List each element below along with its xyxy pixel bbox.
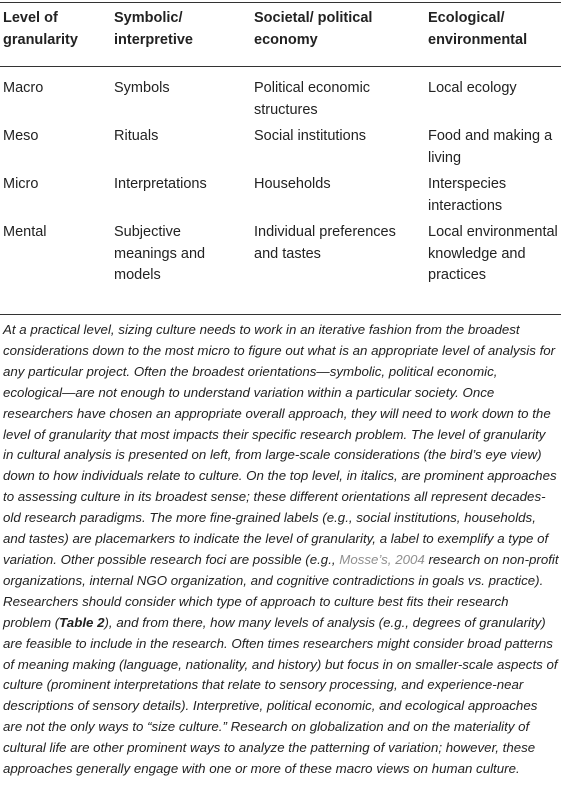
cell-meso-level: Meso <box>3 128 39 144</box>
mosse-2004-citation-link[interactable]: Mosse’s, 2004 <box>339 551 425 567</box>
cell-macro-symbolic: Symbols <box>114 80 170 96</box>
cell-micro-symbolic: Interpretations <box>114 176 207 192</box>
header-level-of-granularity: Level of granularity <box>3 10 78 48</box>
table-caption <box>3 320 559 780</box>
caption-text-part-1: At a practical level, sizing culture needs to work in an iterative fashion from the broadest considerations down to the most micro to figure out what is an appropriate level of analysis for any particular project. Often the broadest orientations—symbolic, political economic, ecological—are not enough to understand variation within a particular society. Once researchers have chosen an appropriate overall approach, they will need to work down to the level of granularity that most impacts their specific research problem. The level of granularity in cultural analysis is presented on left, from large-scale considerations (the bird’s eye view) down to how individuals relate to culture. On the top level, in italics, are prominent approaches to assessing culture in its broadest sense; these different orientations all represent decades-old research paradigms. The more fine-grained labels (e.g., social institutions, households, and tastes) are placemarkers to indicate the level of granularity, a label to exemplify a type of variation. Other possible research foci are possible (e.g., <box>3 322 557 567</box>
cell-meso-symbolic: Rituals <box>114 128 159 144</box>
cell-macro-level: Macro <box>3 80 44 96</box>
cell-mental-level: Mental <box>3 224 47 240</box>
table-2-reference-link[interactable]: Table 2 <box>59 614 105 630</box>
cell-meso-ecological: Food and making a living <box>428 128 553 166</box>
header-societal-political-economy: Societal/ political economy <box>254 10 373 48</box>
cell-mental-societal: Individual preferences and tastes <box>254 224 396 262</box>
cell-micro-level: Micro <box>3 176 39 192</box>
caption-text-part-3: ), and from there, how many levels of analysis (e.g., degrees of granularity) are feasible to include in the research. Often times researchers might consider broad patterns of meaning making (language, nationality, and history) but focus in on smaller-scale aspects of culture (prominent interpretations that relate to sensory processing, and experience-near descriptions of sensory details). Interpretive, political economic, and ecological approaches are not the only ways to “size culture.” Research on globalization and on the materiality of cultural life are other prominent ways to analyze the patterning of variation; however, these approaches generally engage with one or more of these macro views on human culture. <box>3 614 558 777</box>
cell-micro-ecological: Interspecies interactions <box>428 176 507 214</box>
cell-micro-societal: Households <box>254 176 331 192</box>
header-symbolic-interpretive: Symbolic/ interpretive <box>114 10 193 48</box>
cell-meso-societal: Social institutions <box>254 128 367 144</box>
table-bottom-rule <box>0 314 561 315</box>
caption-text-part-2: research on non-profit organizations, internal NGO organization, and cognitive contradictions in goals vs. practice). Researchers should consider which type of approach to culture best fits their research problem ( <box>3 551 559 630</box>
cell-macro-societal: Political economic structures <box>254 80 371 118</box>
table-header-rule <box>0 66 561 67</box>
table-top-rule <box>0 2 561 3</box>
cell-mental-ecological: Local environmental knowledge and practices <box>428 224 558 284</box>
cell-macro-ecological: Local ecology <box>428 80 517 96</box>
cell-mental-symbolic: Subjective meanings and models <box>114 224 206 284</box>
header-ecological-environmental: Ecological/ environmental <box>428 10 528 48</box>
